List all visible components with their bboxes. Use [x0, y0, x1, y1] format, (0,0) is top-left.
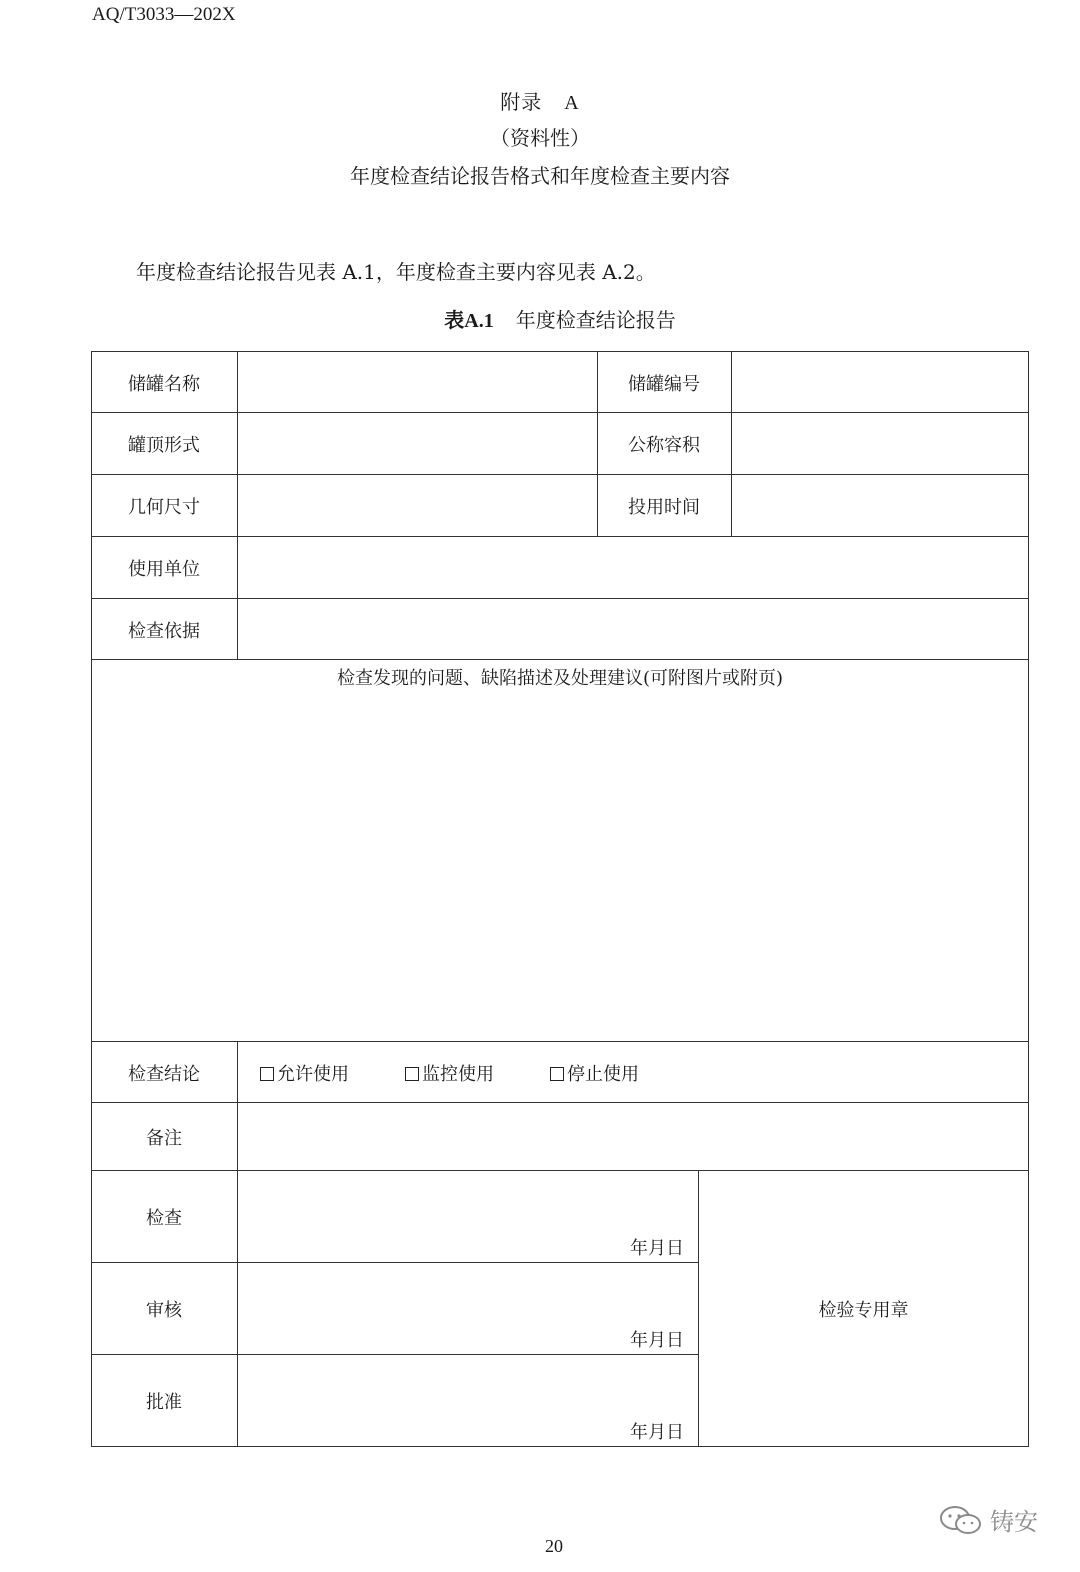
review-date: 年月日	[630, 1330, 684, 1351]
option-allow[interactable]	[260, 1060, 349, 1086]
user-unit-label: 使用单位	[128, 559, 200, 580]
appendix-heading	[0, 86, 1080, 115]
remarks-label: 备注	[146, 1128, 182, 1149]
approve-label: 批准	[146, 1392, 182, 1413]
option-stop[interactable]	[550, 1060, 639, 1086]
watermark-text: 铸安	[990, 1508, 1038, 1536]
appendix-label: 附录	[500, 90, 543, 114]
findings-title: 检查发现的问题、缺陷描述及处理建议(可附图片或附页)	[336, 668, 784, 689]
conclusion-label: 检查结论	[128, 1063, 200, 1085]
table-caption	[0, 304, 1080, 333]
checkbox-icon[interactable]	[405, 1067, 419, 1081]
column-divider	[237, 1041, 238, 1447]
nominal-volume-label: 公称容积	[628, 435, 700, 456]
option-monitor[interactable]	[405, 1060, 494, 1086]
standard-code: AQ/T3033—202X	[92, 4, 236, 25]
commission-date-label: 投用时间	[628, 497, 700, 518]
roof-type-label: 罐顶形式	[128, 435, 200, 456]
wechat-icon	[938, 1505, 984, 1535]
review-label: 审核	[146, 1300, 182, 1321]
column-divider	[731, 351, 732, 536]
inspection-stamp-label: 检验专用章	[818, 1300, 909, 1321]
option-allow-label: 允许使用	[277, 1064, 349, 1085]
column-divider	[237, 351, 238, 659]
option-monitor-label: 监控使用	[422, 1064, 494, 1085]
appendix-nature: （资料性）	[490, 126, 590, 150]
option-stop-label: 停止使用	[567, 1064, 639, 1085]
tank-number-label: 储罐编号	[628, 373, 700, 395]
checkbox-icon[interactable]	[260, 1067, 274, 1081]
checkbox-icon[interactable]	[550, 1067, 564, 1081]
tank-name-label: 储罐名称	[128, 373, 200, 395]
intro-paragraph: 年度检查结论报告见表 A.1，年度检查主要内容见表 A.2。	[136, 260, 656, 284]
table-title: 年度检查结论报告	[515, 308, 676, 332]
appendix-title: 年度检查结论报告格式和年度检查主要内容	[350, 164, 730, 188]
geometry-label: 几何尺寸	[128, 497, 200, 518]
inspect-label: 检查	[146, 1208, 182, 1229]
page-number: 20	[545, 1536, 563, 1556]
appendix-letter: A	[564, 92, 580, 114]
approve-date: 年月日	[630, 1422, 684, 1443]
table-number: 表A.1	[444, 310, 494, 332]
watermark	[938, 1502, 1038, 1537]
inspect-date: 年月日	[630, 1238, 684, 1259]
basis-label: 检查依据	[128, 620, 200, 642]
